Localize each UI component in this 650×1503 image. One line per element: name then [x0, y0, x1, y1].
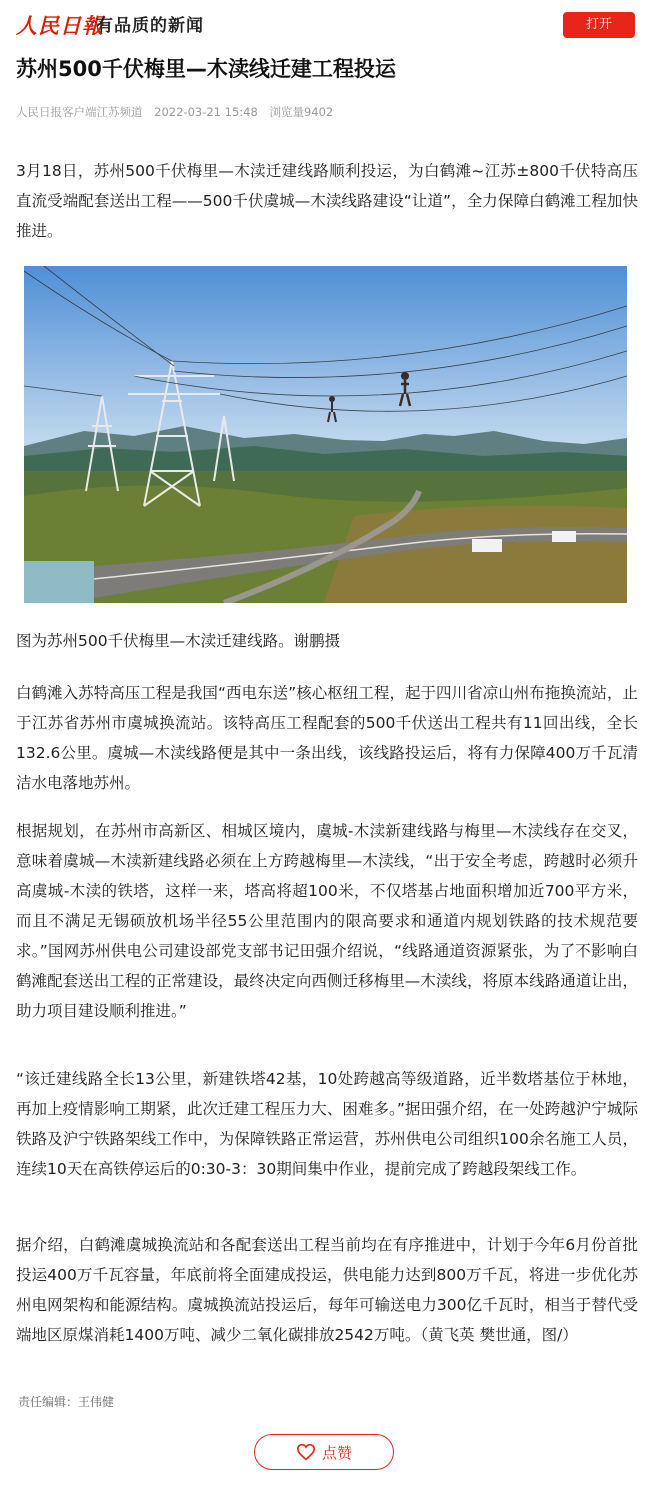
photo-caption: 图为苏州500千伏梅里—木渎迁建线路。谢鹏摄 — [16, 632, 341, 650]
article-paragraph-1: 3月18日，苏州500千伏梅里—木渎迁建线路顺利投运，为白鹤滩~江苏±800千伏特高压直流受端配套送出工程——500千伏虞城—木渎线路建设“让道”，全力保障白鹤滩工程加快推进。 — [16, 162, 638, 240]
article-views: 浏览量9402 — [269, 105, 334, 119]
article-paragraph-4: “该迁建线路全长13公里，新建铁塔42基，10处跨越高等级道路，近半数塔基位于林地，再加上疫情影响工期紧，此次迁建工程压力大、困难多。”据田强介绍，在一处跨越沪宁城际铁路及沪宁铁路架线工作中，为保障铁路正常运营，苏州供电公司组织100余名施工人员，连续10天在高铁停运后的0:30-3：30期间集中作业，提前完成了跨越段架线工作。 — [16, 1070, 638, 1178]
brand-slogan: 有品质的新闻 — [96, 16, 204, 36]
open-app-button[interactable]: 打开 — [563, 12, 635, 38]
like-button[interactable] — [254, 1434, 394, 1470]
article-source: 人民日报客户端江苏频道 — [16, 105, 143, 119]
heart-icon — [296, 1443, 316, 1461]
article-paragraph-5: 据介绍，白鹤滩虞城换流站和各配套送出工程当前均在有序推进中，计划于今年6月份首批投运400万千瓦容量，年底前将全面建成投运，供电能力达到800万千瓦，将进一步优化苏州电网架构和能源结构。虞城换流站投运后，每年可输送电力300亿千瓦时，相当于替代受端地区原煤消耗1400万吨、减少二氧化碳排放2542万吨。（黄飞英 樊世通，图/） — [16, 1236, 638, 1344]
app-header — [0, 0, 650, 50]
article-paragraph-2: 白鹤滩入苏特高压工程是我国“西电东送”核心枢纽工程，起于四川省凉山州布拖换流站，止于江苏省苏州市虞城换流站。该特高压工程配套的500千伏送出工程共有11回出线，全长132.6公里。虞城—木渎线路便是其中一条出线，该线路投运后，将有力保障400万千瓦清洁水电落地苏州。 — [16, 684, 638, 792]
brand-logo[interactable]: 人民日報 — [16, 13, 104, 38]
like-label: 点赞 — [321, 1443, 352, 1462]
power-line-photo-illustration — [24, 266, 627, 603]
article-title: 苏州500千伏梅里—木渎线迁建工程投运 — [16, 57, 396, 81]
article-photo[interactable] — [24, 266, 627, 603]
article-meta — [16, 103, 636, 121]
article-datetime: 2022-03-21 15:48 — [154, 105, 258, 119]
responsible-editor: 责任编辑：王伟健 — [18, 1395, 115, 1409]
article-paragraph-3: 根据规划，在苏州市高新区、相城区境内，虞城-木渎新建线路与梅里—木渎线存在交叉，意味着虞城—木渎新建线路必须在上方跨越梅里—木渎线，“出于安全考虑，跨越时必须升高虞城-木渎的铁塔，这样一来，塔高将超100米，不仅塔基占地面积增加近700平方米，而且不满足无锡硕放机场半径55公里范围内的限高要求和通道内规划铁路的技术规范要求。”国网苏州供电公司建设部党支部书记田强介绍说，“线路通道资源紧张，为了不影响白鹤滩配套送出工程的正常建设，最终决定向西侧迁移梅里—木渎线，将原本线路通道让出，助力项目建设顺利推进。” — [16, 822, 638, 1020]
